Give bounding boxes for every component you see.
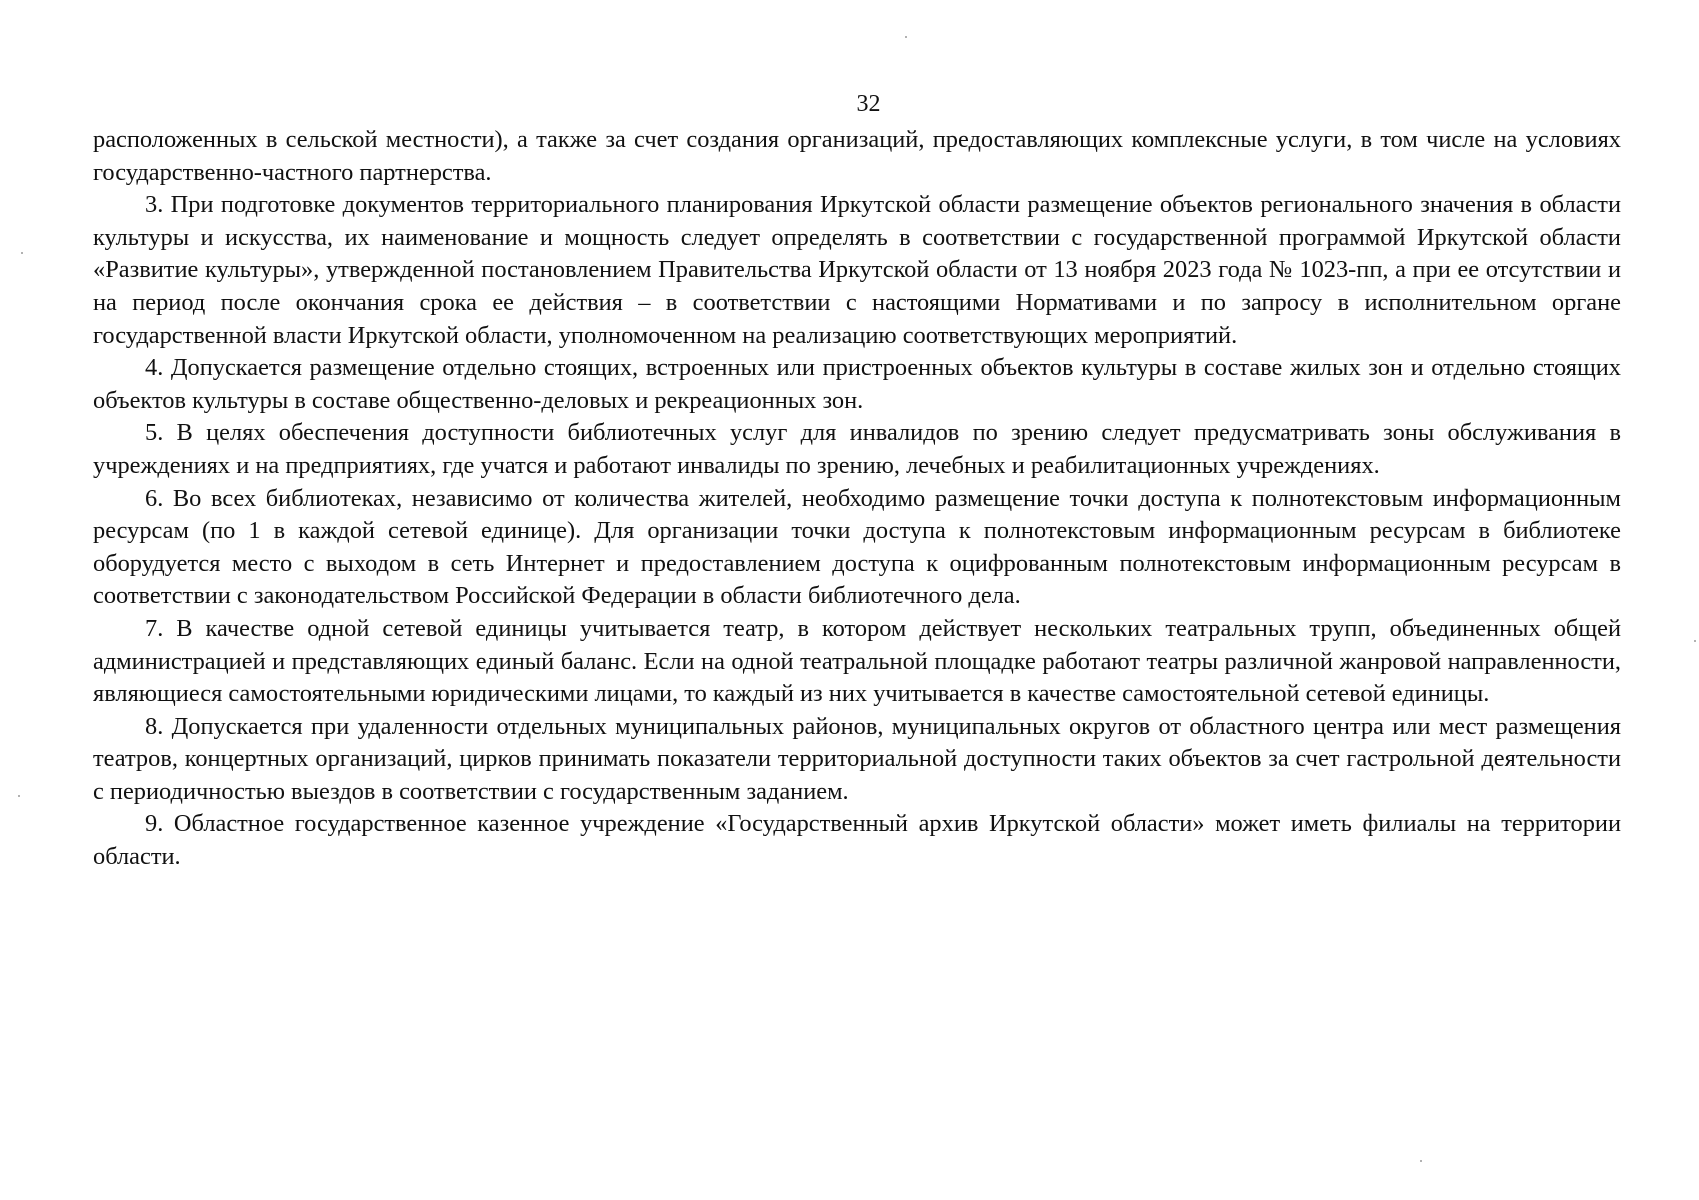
paragraph-item-3: 3. При подготовке документов территориального планирования Иркутской области размещение объектов регионального значения в области культуры и искусства, их наименование и мощность следует определять в соответствии с государственной программой Иркутской области «Развитие культуры», утвержденной постановлением Правительства Иркутской области от 13 ноября 2023 года № 1023-пп, а при ее отсутствии и на период после окончания срока ее действия – в соответствии с настоящими Нормативами и по запросу в исполнительном органе государственной власти Иркутской области, уполномоченном на реализацию соответствующих мероприятий. <box>93 191 1621 349</box>
scan-speck <box>21 252 23 254</box>
paragraph-continuation: расположенных в сельской местности), а также за счет создания организаций, предоставляющих комплексные услуги, в том числе на условиях государственно-частного партнерства. <box>93 126 1621 186</box>
paragraph-item-9: 9. Областное государственное казенное учреждение «Государственный архив Иркутской области» может иметь филиалы на территории области. <box>93 810 1621 871</box>
paragraph-item-6: 6. Во всех библиотеках, независимо от количества жителей, необходимо размещение точки доступа к полнотекстовым информационным ресурсам (по 1 в каждой сетевой единице). Для организации точки доступа к полнотекстовым информационным ресурсам в библиотеке оборудуется место с выходом в сеть Интернет и предоставлением доступа к оцифрованным полнотекстовым информационным ресурсам в соответствии с законодательством Российской Федерации в области библиотечного дела. <box>93 484 1621 610</box>
scan-speck <box>905 36 907 38</box>
paragraph-item-7: 7. В качестве одной сетевой единицы учитывается театр, в котором действует нескольких театральных трупп, объединенных общей администрацией и представляющих единый баланс. Если на одной театральной площадке работают театры различной жанровой направленности, являющиеся самостоятельными юридическими лицами, то каждый из них учитывается в качестве самостоятельной сетевой единицы. <box>93 614 1621 708</box>
scan-speck <box>1694 640 1696 642</box>
paragraph-item-4: 4. Допускается размещение отдельно стоящих, встроенных или пристроенных объектов культуры в составе жилых зон и отдельно стоящих объектов культуры в составе общественно-деловых и рекреационных зон. <box>93 354 1621 414</box>
scan-speck <box>1420 1160 1422 1162</box>
paragraph-item-5: 5. В целях обеспечения доступности библиотечных услуг для инвалидов по зрению следует предусматривать зоны обслуживания в учреждениях и на предприятиях, где учатся и работают инвалиды по зрению, лечебных и реабилитационных учреждениях. <box>93 419 1621 479</box>
paragraph-item-8: 8. Допускается при удаленности отдельных муниципальных районов, муниципальных округов от областного центра или мест размещения театров, концертных организаций, цирков принимать показатели территориальной доступности таких объектов за счет гастрольной деятельности с периодичностью выездов в соответствии с государственным заданием. <box>93 712 1621 805</box>
document-body <box>93 124 1621 874</box>
scan-speck <box>18 795 20 797</box>
page-number: 32 <box>856 91 881 117</box>
